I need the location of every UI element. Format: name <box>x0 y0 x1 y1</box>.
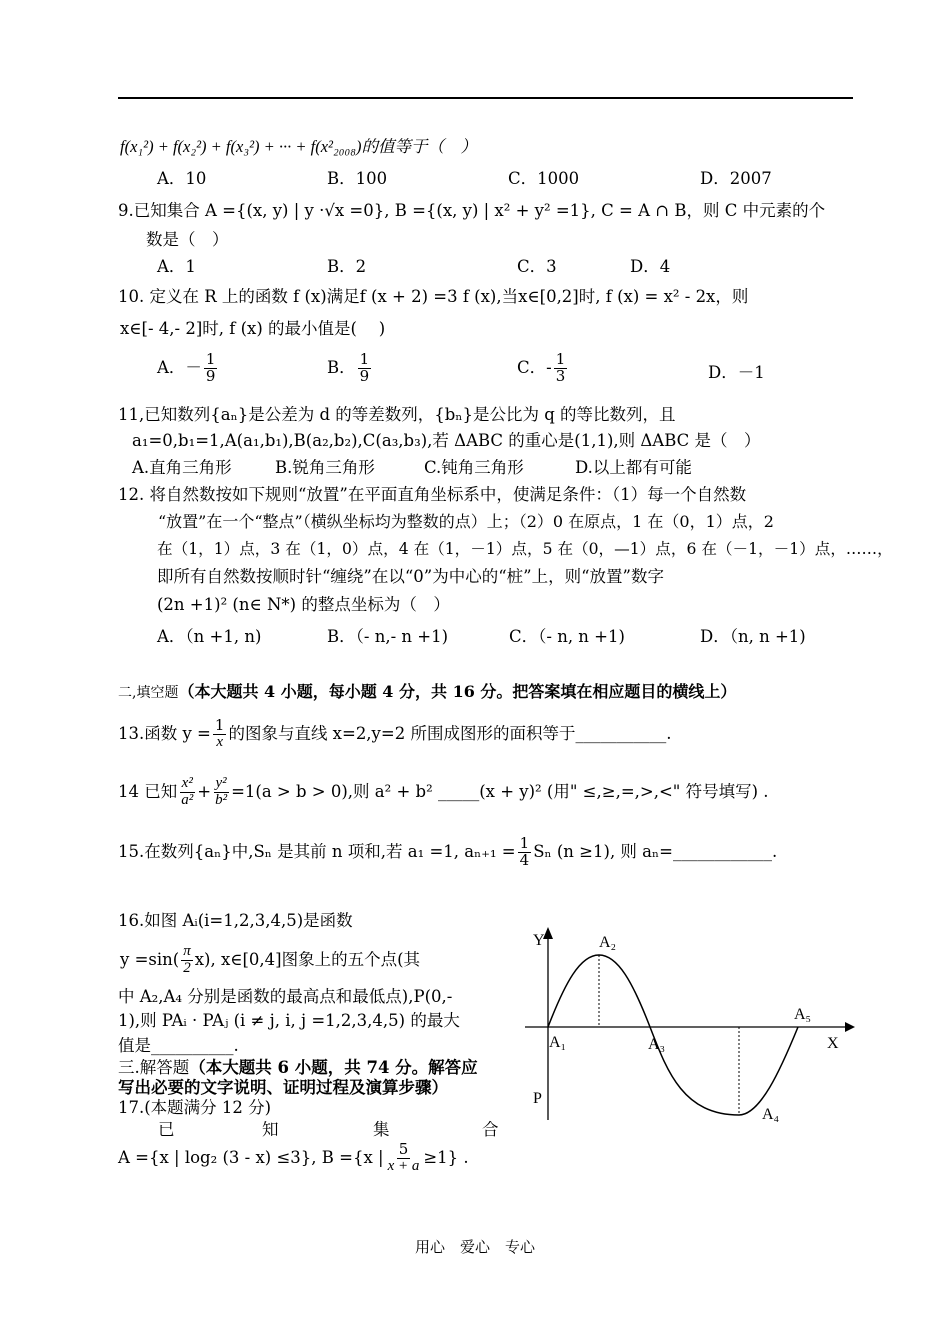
q9-option-a: A．1 <box>157 257 196 276</box>
q9-stem-line1: 9.已知集合 A ={(x, y) | y ·√x =0}, B ={(x, y) | x² + y² =1}, C = A ∩ B，则 C 中元素的个 <box>118 201 826 220</box>
q16-line5: 值是__________. <box>118 1036 239 1055</box>
q8-option-d: D．2007 <box>700 169 772 188</box>
q12-line1: 12. 将自然数按如下规则“放置”在平面直角坐标系中，使满足条件：（1）每一个自然数 <box>118 485 747 504</box>
q10-option-c: C．- $\frac{1}{3}$ <box>517 350 566 385</box>
section3-heading-line2: 写出必要的文字说明、证明过程及演算步骤） <box>118 1078 448 1097</box>
q12-line5: (2n +1)² (n∈ N*) 的整点坐标为（ ） <box>157 595 450 614</box>
section2-heading: 二,填空题（本大题共 4 小题，每小题 4 分，共 16 分。把答案填在相应题目的横线上） <box>118 682 737 701</box>
q9-option-c: C．3 <box>517 257 557 276</box>
page-footer: 用心 爱心 专心 <box>414 1238 535 1256</box>
q12-option-c: C．（- n, n +1) <box>509 627 625 646</box>
point-a2-label: A₂ <box>599 934 617 951</box>
y-axis-label: Y <box>533 932 545 949</box>
q15: 15.在数列{aₙ}中,Sₙ 是其前 n 项和,若 a₁ =1, aₙ₊₁ = $\frac{1}{4}$ Sₙ (n ≥1), 则 aₙ=____________. <box>118 834 778 869</box>
x-axis-label: X <box>827 1035 839 1052</box>
q8-option-b: B．100 <box>327 169 388 188</box>
sine-graph <box>505 925 855 1125</box>
q12-option-a: A．（n +1, n) <box>157 627 262 646</box>
q11-option-a: A.直角三角形 <box>132 458 232 477</box>
q9-stem-line2: 数是（ ） <box>146 230 229 249</box>
point-a1-label: A₁ <box>549 1034 567 1051</box>
q12-line3: 在（1，1）点，3 在（1，0）点，4 在（1，－1）点，5 在（0，—1）点，6 在（－1，－1）点，……， <box>157 540 893 558</box>
sine-curve <box>548 955 798 1115</box>
q11-option-c: C.钝角三角形 <box>424 458 524 477</box>
q17-header: 17.(本题满分 12 分) <box>118 1098 272 1117</box>
q10-stem-line2: x∈[- 4,- 2]时, f (x) 的最小值是( ) <box>120 319 386 338</box>
q10-stem-line1: 10. 定义在 R 上的函数 f (x)满足f (x + 2) =3 f (x),当x∈[0,2]时, f (x) = x² - 2x，则 <box>118 287 749 306</box>
q11-stem-line2: a₁=0,b₁=1,A(a₁,b₁),B(a₂,b₂),C(a₃,b₃),若 ΔABC 的重心是(1,1),则 ΔABC 是（ ） <box>132 431 761 450</box>
q13: 13.函数 y = $\frac{1}{x}$ 的图象与直线 x=2,y=2 所围成图形的面积等于___________. <box>118 716 672 750</box>
q9-option-b: B．2 <box>327 257 367 276</box>
q16-line4: 1),则 PAᵢ · PAⱼ (i ≠ j, i, j =1,2,3,4,5) 的最大 <box>118 1011 460 1030</box>
q8-option-a: A．10 <box>157 169 207 188</box>
q17-word-3: 集 <box>373 1120 390 1139</box>
point-a4-label: A₄ <box>762 1106 780 1123</box>
q16-line2: y =sin( $\frac{\pi}{2}$ x), x∈[0,4]图象上的五个点(其 <box>120 943 421 976</box>
q9-option-d: D．4 <box>630 257 671 276</box>
q11-option-d: D.以上都有可能 <box>575 458 692 477</box>
q17-word-2: 知 <box>262 1120 279 1139</box>
q16-line3: 中 A₂,A₄ 分别是函数的最高点和最低点),P(0,- <box>118 987 453 1006</box>
header-rule <box>118 97 853 99</box>
q10-option-d: D．－1 <box>708 363 765 382</box>
q12-line4: 即所有自然数按顺时针“缠绕”在以“0”为中心的“桩”上，则“放置”数字 <box>157 567 664 586</box>
q10-option-b: B． $\frac{1}{9}$ <box>327 350 370 385</box>
q12-line2: “放置”在一个“整点”（横纵坐标均为整数的点）上；（2）0 在原点，1 在（0，1）点，2 <box>158 512 774 531</box>
point-p-label: P <box>533 1090 542 1107</box>
q16-line1: 16.如图 Aᵢ(i=1,2,3,4,5)是函数 <box>118 911 353 930</box>
q17-sets: A ={x | log₂ (3 - x) ≤3}, B ={x | $\frac{5}{x + a}$ ≥1} . <box>118 1140 469 1174</box>
q8-stem: f(x₁²) + f(x₂²) + f(x₃²) + ··· + f(x²₂₀₀₈)的值等于（ ） <box>120 137 477 156</box>
x-axis-arrow <box>845 1022 855 1032</box>
q12-option-d: D．（n, n +1) <box>700 627 806 646</box>
q11-stem-line1: 11,已知数列{aₙ}是公差为 d 的等差数列，{bₙ}是公比为 q 的等比数列，且 <box>118 405 676 424</box>
q12-option-b: B．（- n,- n +1) <box>327 627 449 646</box>
q17-word-1: 已 <box>158 1120 175 1139</box>
q17-word-4: 合 <box>482 1120 499 1139</box>
q11-option-b: B.锐角三角形 <box>275 458 375 477</box>
q8-option-c: C．1000 <box>508 169 580 188</box>
point-a3-label: A₃ <box>648 1036 666 1053</box>
q10-option-a: A．－ $\frac{1}{9}$ <box>157 350 216 385</box>
point-a5-label: A₅ <box>794 1006 812 1023</box>
q14: 14 已知 $\frac{\text{x²}}{\text{a²}}$ + $\frac{\text{y²}}{\text{b²}}$ =1(a > b > 0),则 a² + b² _____(x + y)² (用" ≤,≥,=,>,<" 符号填写) . <box>118 775 769 808</box>
section3-heading-line1: 三.解答题（本大题共 6 小题，共 74 分。解答应 <box>118 1058 478 1077</box>
